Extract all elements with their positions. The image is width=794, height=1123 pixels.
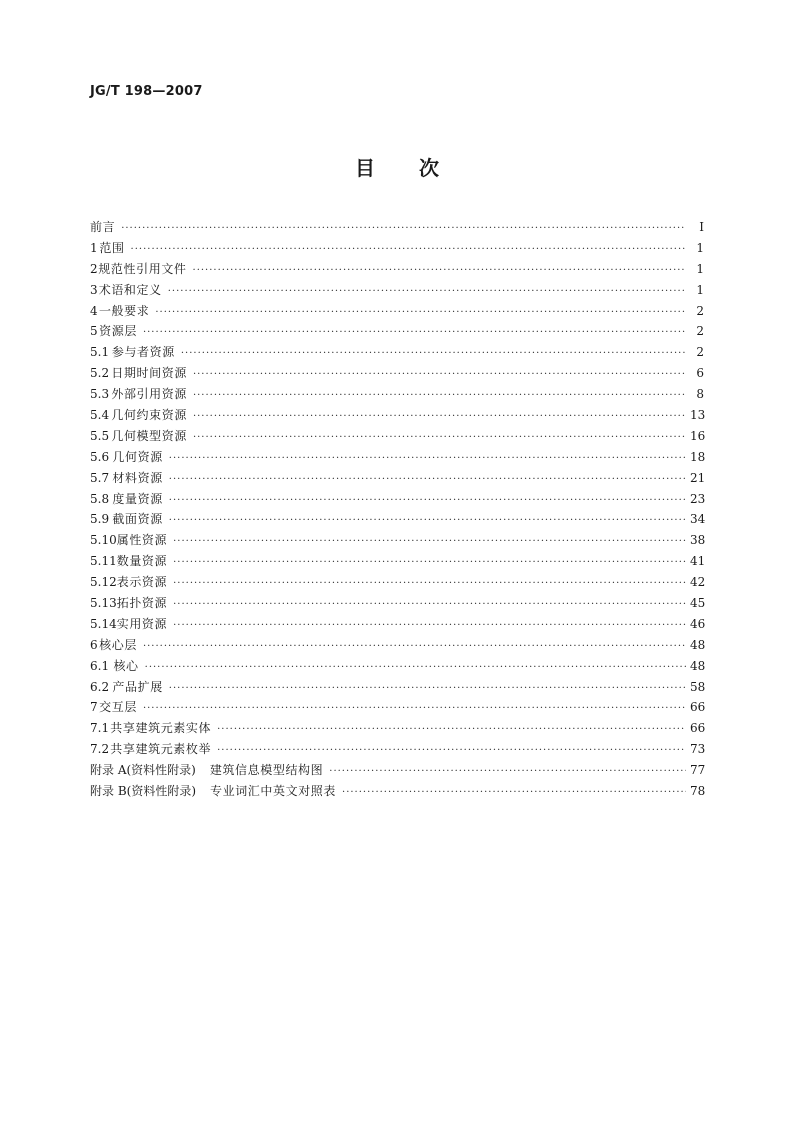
toc-entry-label: 前言 [90, 220, 116, 234]
toc-entry-page: 66 [690, 700, 706, 715]
toc-dot-leader [131, 240, 686, 261]
toc-entry-label: 建筑信息模型结构图 [209, 763, 324, 778]
toc-dot-leader [173, 532, 686, 553]
toc-entry-number: 1 [90, 240, 98, 255]
toc-entry-number: 5.13 [90, 596, 117, 611]
toc-entry[interactable] [90, 238, 704, 259]
toc-entry-number: 5 [90, 324, 98, 339]
toc-entry[interactable] [90, 677, 704, 698]
toc-entry-label: 核心层 [99, 637, 137, 652]
toc-dot-leader [193, 365, 686, 386]
toc-entry-number: 5.4 [90, 408, 110, 423]
toc-entry-label: 日期时间资源 [111, 366, 187, 381]
toc-entry-label: 外部引用资源 [111, 387, 187, 402]
toc-entry[interactable] [90, 572, 704, 593]
toc-dot-leader [121, 219, 686, 240]
toc-entry[interactable] [90, 468, 704, 489]
toc-dot-leader [217, 720, 686, 741]
toc-entry-number: 5.8 [90, 491, 110, 506]
toc-entry-number: 7 [90, 700, 98, 715]
toc-entry[interactable] [90, 363, 704, 384]
toc-entry-number: 5.5 [90, 428, 110, 443]
toc-entry[interactable] [90, 593, 704, 614]
toc-dot-leader [143, 699, 686, 720]
toc-entry-page: 8 [696, 387, 704, 402]
toc-dot-leader [169, 470, 686, 491]
toc-entry[interactable] [90, 405, 704, 426]
page-title [0, 152, 794, 181]
toc-entry-number: 7.1 [90, 721, 110, 736]
standard-code: JG/T 198—2007 [90, 84, 203, 99]
toc-entry[interactable] [90, 489, 704, 510]
toc-entry-page: 78 [690, 784, 706, 799]
toc-entry-page: 2 [696, 324, 704, 339]
toc-entry-label: 术语和定义 [98, 282, 162, 297]
toc-entry-number: 5.14 [90, 616, 117, 631]
toc-entry-label: 核心 [113, 658, 139, 673]
toc-entry-label: 截面资源 [112, 512, 163, 527]
toc-dot-leader [155, 303, 686, 324]
toc-entry-page: 1 [696, 261, 704, 276]
toc-entry[interactable] [90, 760, 704, 781]
toc-entry-page: 73 [690, 742, 706, 757]
toc-entry-page: 66 [690, 721, 706, 736]
toc-entry[interactable] [90, 697, 704, 718]
toc-entry-page: 23 [690, 491, 706, 506]
toc-dot-leader [169, 491, 686, 512]
toc-entry-label: 属性资源 [116, 533, 168, 548]
toc-dot-leader [173, 616, 686, 637]
toc-entry-label: 范围 [99, 240, 125, 255]
toc-entry-page: 48 [690, 658, 706, 673]
toc-entry[interactable] [90, 718, 704, 739]
toc-entry-page: 21 [690, 470, 706, 485]
toc-dot-leader [143, 637, 686, 658]
toc-entry-page: 1 [696, 282, 704, 297]
toc-dot-leader [169, 449, 686, 470]
toc-entry[interactable] [90, 614, 704, 635]
toc-entry[interactable] [90, 280, 704, 301]
toc-entry-number: 6.1 [90, 658, 110, 673]
toc-entry-page: 38 [690, 533, 706, 548]
toc-entry-page: 18 [690, 449, 706, 464]
toc-entry[interactable] [90, 259, 704, 280]
toc-entry-page: 48 [690, 637, 706, 652]
toc-dot-leader [173, 574, 686, 595]
toc-entry-label: 一般要求 [98, 303, 150, 318]
toc-entry-label: 几何资源 [112, 449, 163, 464]
toc-entry-page: 77 [690, 763, 706, 778]
toc-entry-number: 5.10 [90, 533, 117, 548]
toc-entry[interactable] [90, 551, 704, 572]
toc-entry-label: 共享建筑元素实体 [110, 721, 212, 736]
toc-dot-leader [193, 261, 686, 282]
toc-dot-leader [217, 741, 686, 762]
toc-entry-label: 专业词汇中英文对照表 [210, 784, 337, 799]
toc-entry[interactable] [90, 447, 704, 468]
toc-entry-label: 产品扩展 [112, 679, 163, 694]
toc-entry-label: 实用资源 [116, 616, 168, 631]
toc-entry[interactable] [90, 342, 704, 363]
toc-entry-number: 7.2 [90, 742, 110, 757]
toc-entry[interactable] [90, 301, 704, 322]
toc-entry-label: 表示资源 [116, 575, 168, 590]
toc-entry-page: 13 [690, 408, 706, 423]
toc-dot-leader [169, 679, 686, 700]
toc-entry-label: 拓扑资源 [116, 596, 168, 611]
toc-entry-page: 42 [690, 575, 706, 590]
toc-entry-page: 45 [690, 596, 706, 611]
toc-entry[interactable] [90, 426, 704, 447]
toc-entry-label: 几何模型资源 [111, 428, 187, 443]
toc-entry-label: 材料资源 [112, 470, 163, 485]
toc-entry-page: 58 [690, 679, 706, 694]
toc-dot-leader [168, 282, 686, 303]
toc-entry-label: 数量资源 [116, 554, 168, 569]
toc-entry-page: 34 [690, 512, 706, 527]
toc-entry-page: 46 [690, 616, 706, 631]
toc-entry[interactable] [90, 217, 704, 238]
toc-entry-number: 5.1 [90, 345, 110, 360]
table-of-contents [90, 217, 704, 802]
toc-entry-label: 几何约束资源 [111, 408, 187, 423]
toc-dot-leader [145, 658, 686, 679]
toc-entry-number: 5.11 [90, 554, 117, 569]
toc-entry-page: Ⅰ [699, 220, 704, 234]
toc-entry-label: 参与者资源 [111, 345, 175, 360]
page-title-part2: 次 [419, 156, 439, 180]
toc-entry[interactable] [90, 321, 704, 342]
page-title-part1: 目 [355, 156, 375, 180]
toc-entry-number: 5.2 [90, 366, 110, 381]
toc-entry-label: 资源层 [99, 324, 137, 339]
toc-entry[interactable] [90, 635, 704, 656]
toc-entry-page: 1 [696, 240, 704, 255]
toc-entry-number: 5.6 [90, 449, 110, 464]
toc-entry[interactable] [90, 656, 704, 677]
toc-entry-label: 度量资源 [112, 491, 163, 506]
toc-entry-label: 规范性引用文件 [98, 261, 187, 276]
toc-entry-page: 2 [696, 345, 704, 360]
toc-entry-number: 5.12 [90, 575, 117, 590]
toc-entry-page: 2 [696, 303, 704, 318]
toc-dot-leader [193, 386, 686, 407]
toc-entry-number: 3 [90, 282, 98, 297]
toc-dot-leader [143, 323, 686, 344]
toc-entry[interactable] [90, 384, 704, 405]
toc-entry-number: 5.3 [90, 387, 110, 402]
toc-entry-number: 6.2 [90, 679, 110, 694]
toc-entry[interactable] [90, 509, 704, 530]
toc-entry[interactable] [90, 781, 704, 802]
toc-dot-leader [169, 511, 686, 532]
toc-entry[interactable] [90, 739, 704, 760]
toc-entry-number: 6 [90, 637, 98, 652]
toc-dot-leader [329, 762, 686, 783]
toc-entry-page: 6 [696, 366, 704, 381]
toc-entry-number: 5.7 [90, 470, 110, 485]
toc-entry-number: 4 [90, 303, 98, 318]
toc-entry-page: 16 [690, 428, 706, 443]
toc-dot-leader [193, 428, 686, 449]
toc-entry[interactable] [90, 530, 704, 551]
toc-entry-number: 5.9 [90, 512, 110, 527]
toc-entry-label: 交互层 [99, 700, 137, 715]
toc-dot-leader [181, 344, 686, 365]
toc-dot-leader [193, 407, 686, 428]
toc-entry-label: 共享建筑元素枚举 [110, 742, 212, 757]
toc-entry-number: 附录 B(资料性附录) [90, 784, 196, 799]
toc-dot-leader [173, 595, 686, 616]
toc-entry-number: 2 [90, 261, 98, 276]
toc-dot-leader [342, 783, 686, 804]
toc-entry-number: 附录 A(资料性附录) [90, 763, 196, 778]
toc-dot-leader [173, 553, 686, 574]
toc-entry-page: 41 [690, 554, 706, 569]
